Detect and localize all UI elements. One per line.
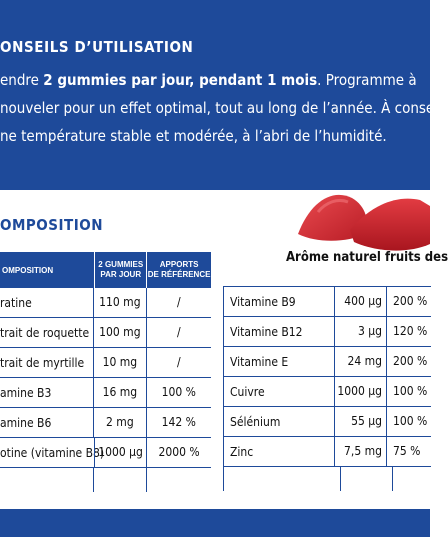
ingredient-name: Vitamine B9 — [230, 294, 296, 309]
table-row — [0, 378, 211, 408]
ingredient-amount: 16 mg — [93, 378, 146, 407]
composition-table-left — [0, 252, 211, 492]
ingredient-name: Vitamine E — [230, 354, 289, 369]
ingredient-name: ratine — [0, 295, 32, 310]
ingredient-amount: 400 µg — [334, 287, 386, 316]
gummy-illustration — [290, 172, 430, 262]
table-row — [224, 287, 431, 317]
composition-table-right — [223, 286, 431, 491]
table-row — [224, 347, 431, 377]
ingredient-name: Vitamine B12 — [230, 324, 303, 339]
usage-line-1 — [0, 66, 430, 94]
ingredient-amount: 24 mg — [334, 347, 386, 376]
table-row — [0, 288, 211, 318]
ingredient-amount: 3 µg — [334, 317, 386, 346]
ingredient-name: amine B6 — [0, 415, 52, 430]
ingredient-amount: 55 µg — [334, 407, 386, 436]
header-composition: OMPOSITION — [2, 265, 54, 275]
ingredient-reference: 75 % — [386, 437, 425, 466]
ingredient-amount: 7,5 mg — [334, 437, 386, 466]
ingredient-reference: 100 % — [386, 377, 425, 406]
table-tail — [0, 468, 211, 492]
usage-title: ONSEILS D’UTILISATION — [0, 38, 194, 56]
table-row — [0, 348, 211, 378]
footer-band — [0, 509, 430, 537]
ingredient-reference: 120 % — [386, 317, 425, 346]
ingredient-amount: 1000 µg — [334, 377, 386, 406]
ingredient-name: trait de roquette — [0, 325, 90, 340]
ingredient-reference: / — [146, 288, 211, 317]
table-row — [0, 318, 211, 348]
ingredient-reference: 100 % — [386, 407, 425, 436]
ingredient-name: Cuivre — [230, 384, 265, 399]
usage-line-1-post: . Programme à — [317, 71, 417, 89]
usage-line-1-pre: endre — [0, 71, 44, 89]
ingredient-amount: 110 mg — [93, 288, 146, 317]
header-reference-intake: APPORTS DE RÉFÉRENCE — [146, 252, 211, 288]
ingredient-amount: 2 mg — [93, 408, 146, 437]
ingredient-name: trait de myrtille — [0, 355, 85, 370]
ingredient-reference: 200 % — [386, 347, 425, 376]
ingredient-reference: 100 % — [146, 378, 211, 407]
ingredient-name: Sélénium — [230, 414, 281, 429]
ingredient-name: amine B3 — [0, 385, 52, 400]
table-tail — [224, 467, 431, 491]
ingredient-reference: 200 % — [386, 287, 425, 316]
ingredient-reference: / — [146, 348, 211, 377]
table-header — [0, 252, 211, 288]
table-row — [224, 407, 431, 437]
table-row — [0, 408, 211, 438]
aroma-label: Arôme naturel fruits des — [286, 250, 448, 265]
ingredient-amount: 1000 µg — [94, 438, 146, 467]
ingredient-reference: / — [146, 318, 211, 347]
table-row — [0, 438, 211, 468]
table-row — [224, 377, 431, 407]
usage-dosage: 2 gummies par jour, pendant 1 mois — [43, 71, 318, 89]
header-daily-dose: 2 GUMMIES PAR JOUR — [94, 252, 146, 288]
ingredient-name: Zinc — [230, 444, 254, 459]
ingredient-reference: 142 % — [146, 408, 211, 437]
ingredient-name: otine (vitamine B8) — [0, 445, 105, 460]
ingredient-amount: 100 mg — [93, 318, 146, 347]
table-row — [224, 317, 431, 347]
ingredient-reference: 2000 % — [146, 438, 211, 467]
composition-title: OMPOSITION — [0, 216, 103, 234]
ingredient-amount: 10 mg — [93, 348, 146, 377]
usage-text — [0, 66, 448, 150]
table-row — [224, 437, 431, 467]
usage-line-2: nouveler pour un effet optimal, tout au long de l’année. À conserv — [0, 99, 448, 117]
usage-line-3: ne température stable et modérée, à l’abri de l’humidité. — [0, 127, 387, 145]
